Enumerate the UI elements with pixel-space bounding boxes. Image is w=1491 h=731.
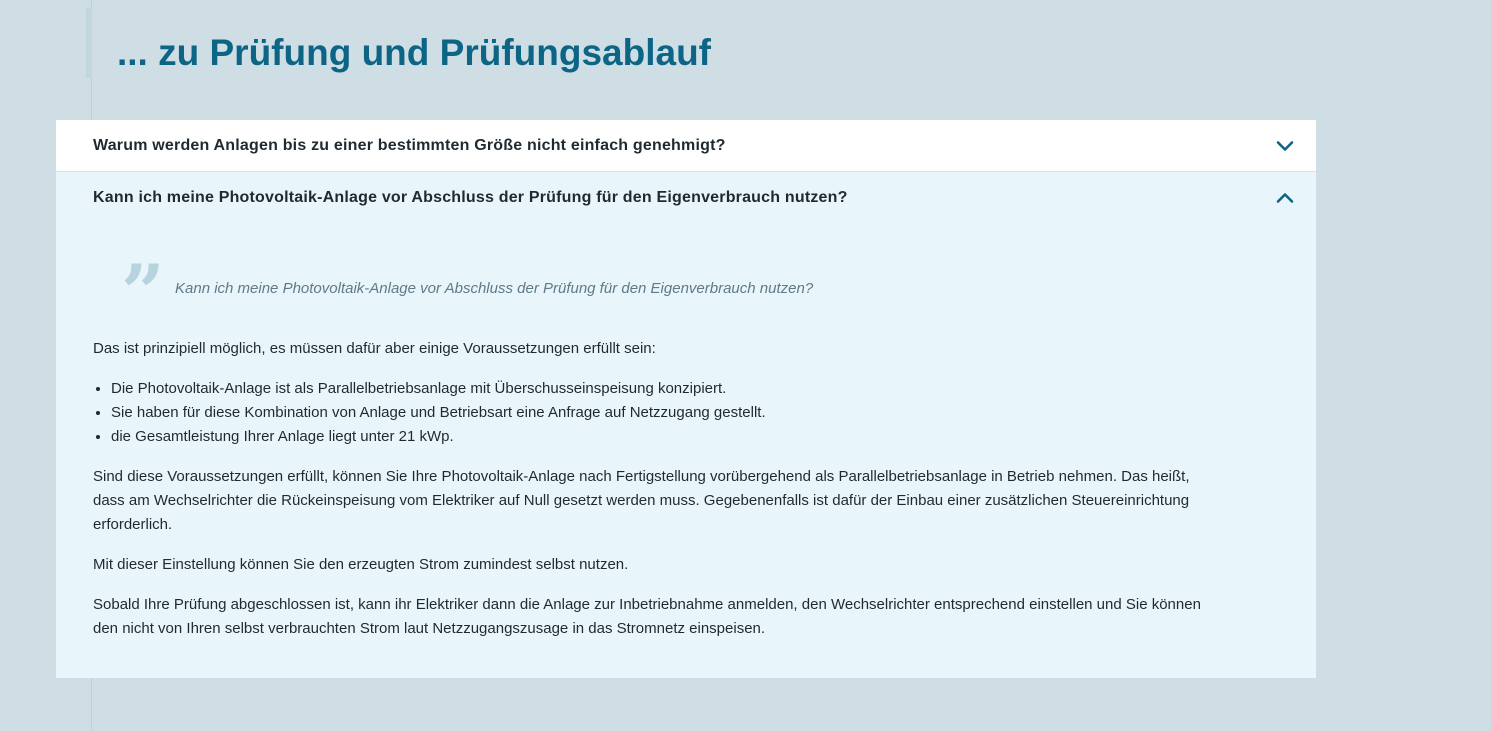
section-title: ... zu Prüfung und Prüfungsablauf	[117, 32, 712, 73]
accordion-header-eigenverbrauch[interactable]	[56, 172, 1316, 223]
accordion-question: Warum werden Anlagen bis zu einer bestimmten Größe nicht einfach genehmigt?	[93, 136, 726, 154]
title-accent-bar	[86, 8, 92, 78]
list-item: • die Gesamtleistung Ihrer Anlage liegt unter 21 kWp.	[111, 425, 1216, 449]
list-item: • Die Photovoltaik-Anlage ist als Parallelbetriebsanlage mit Überschusseinspeisung konzipiert.	[111, 377, 1216, 401]
quote-text: Kann ich meine Photovoltaik-Anlage vor Abschluss der Prüfung für den Eigenverbrauch nutzen?	[175, 280, 814, 297]
accordion-question: Kann ich meine Photovoltaik-Anlage vor Abschluss der Prüfung für den Eigenverbrauch nutzen?	[93, 188, 848, 206]
accordion-header-genehmigung[interactable]	[56, 120, 1316, 171]
requirements-list	[93, 377, 1216, 449]
answer-paragraph-3: Sobald Ihre Prüfung abgeschlossen ist, kann ihr Elektriker dann die Anlage zur Inbetriebnahme anmelden, den Wechselrichter entsprechend einstellen und Sie können den nicht von Ihren selbst verbrauchten Strom laut Netzzugangszusage in das Stromnetz einspeisen.	[93, 596, 1201, 637]
list-item: • Sie haben für diese Kombination von Anlage und Betriebsart eine Anfrage auf Netzzugang gestellt.	[111, 401, 1216, 425]
answer-intro: Das ist prinzipiell möglich, es müssen dafür aber einige Voraussetzungen erfüllt sein:	[93, 340, 656, 357]
chevron-up-icon[interactable]	[1276, 189, 1294, 207]
answer-paragraph-1: Sind diese Voraussetzungen erfüllt, können Sie Ihre Photovoltaik-Anlage nach Fertigstellung vorübergehend als Parallelbetriebsanlage in Betrieb nehmen. Das heißt, dass am Wechselrichter die Rückeinspeisung vom Elektriker auf Null gesetzt werden muss. Gegebenenfalls ist dafür der Einbau einer zusätzlichen Steuereinrichtung erforderlich.	[93, 468, 1190, 533]
question-quote	[93, 248, 1216, 337]
accordion-item-eigenverbrauch	[56, 171, 1316, 678]
chevron-down-icon[interactable]	[1276, 137, 1294, 155]
answer-paragraph-2: Mit dieser Einstellung können Sie den erzeugten Strom zumindest selbst nutzen.	[93, 556, 629, 573]
quote-mark-icon: ”	[121, 248, 165, 337]
faq-accordion	[56, 120, 1316, 678]
accordion-panel	[56, 223, 1316, 678]
accordion-item-genehmigung	[56, 120, 1316, 171]
